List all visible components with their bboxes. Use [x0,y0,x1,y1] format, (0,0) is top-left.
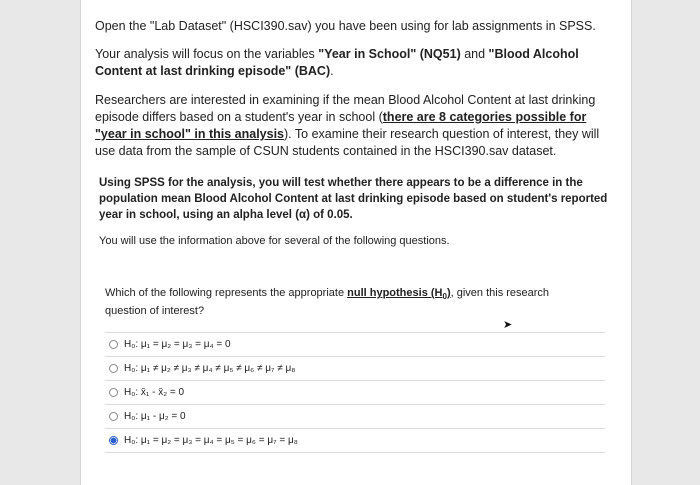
categories-note: there are 8 categories possible for "year in school" in this analysis [95,110,587,141]
dataset-instruction: Open the "Lab Dataset" (HSCI390.sav) you have been using for lab assignments in SPSS. [95,19,596,33]
radio-button[interactable] [109,436,118,445]
question-text: Which of the following represents the appropriate null hypothesis $(H_0)$, given this research question of interest? [105,287,550,318]
radio-button[interactable] [109,412,118,421]
radio-button[interactable] [109,364,118,373]
mouse-cursor-icon: ➤ [503,319,513,331]
info-note: You will use the information above for several of the following questions. [99,235,450,247]
research-paragraph: Researchers are interested in examining if the mean Blood Alcohol Content at last drinking episode differs based on a student's year in school (there are 8 categories possible for "year in school" in this analysis). To examine their research question of interest, they will use data from the sample of CSUN students contained in the HSCI390.sav dataset. [95,93,600,158]
answer-option[interactable] [105,405,605,429]
radio-button[interactable] [109,388,118,397]
option-label: H₀: μ₁ = μ₂ = μ₃ = μ₄ = μ₅ = μ₆ = μ₇ = μ₈ [124,435,298,446]
null-hypothesis-term: null hypothesis $(H_0)$ [347,287,451,302]
option-label: H₀: μ₁ = μ₂ = μ₃ = μ₄ = 0 [124,339,231,350]
answer-option[interactable] [105,332,605,357]
answer-option[interactable] [105,429,605,453]
answer-option[interactable] [105,381,605,405]
variable-bac: "Blood Alcohol Content at last drinking episode" (BAC) [95,47,579,78]
option-label: H₀: μ₁ ≠ μ₂ ≠ μ₃ ≠ μ₄ ≠ μ₅ ≠ μ₆ ≠ μ₇ ≠ μ₈ [124,363,296,374]
answer-option[interactable] [105,357,605,381]
question-page [80,0,632,485]
radio-button[interactable] [109,340,118,349]
option-label: H₀: x̄₁ - x̄₂ = 0 [124,387,185,398]
answer-options [105,332,605,453]
option-label: H₀: μ₁ - μ₂ = 0 [124,411,186,422]
spss-paragraph: Using SPSS for the analysis, you will test whether there appears to be a difference in the population mean Blood Alcohol Content at last drinking episode based on student's reported year in school, using an alpha level (α) of 0.05. [99,177,608,221]
variables-paragraph: Your analysis will focus on the variables "Year in School" (NQ51) and "Blood Alcohol Content at last drinking episode" (BAC). [95,47,579,78]
variable-year: "Year in School" (NQ51) [318,47,461,61]
